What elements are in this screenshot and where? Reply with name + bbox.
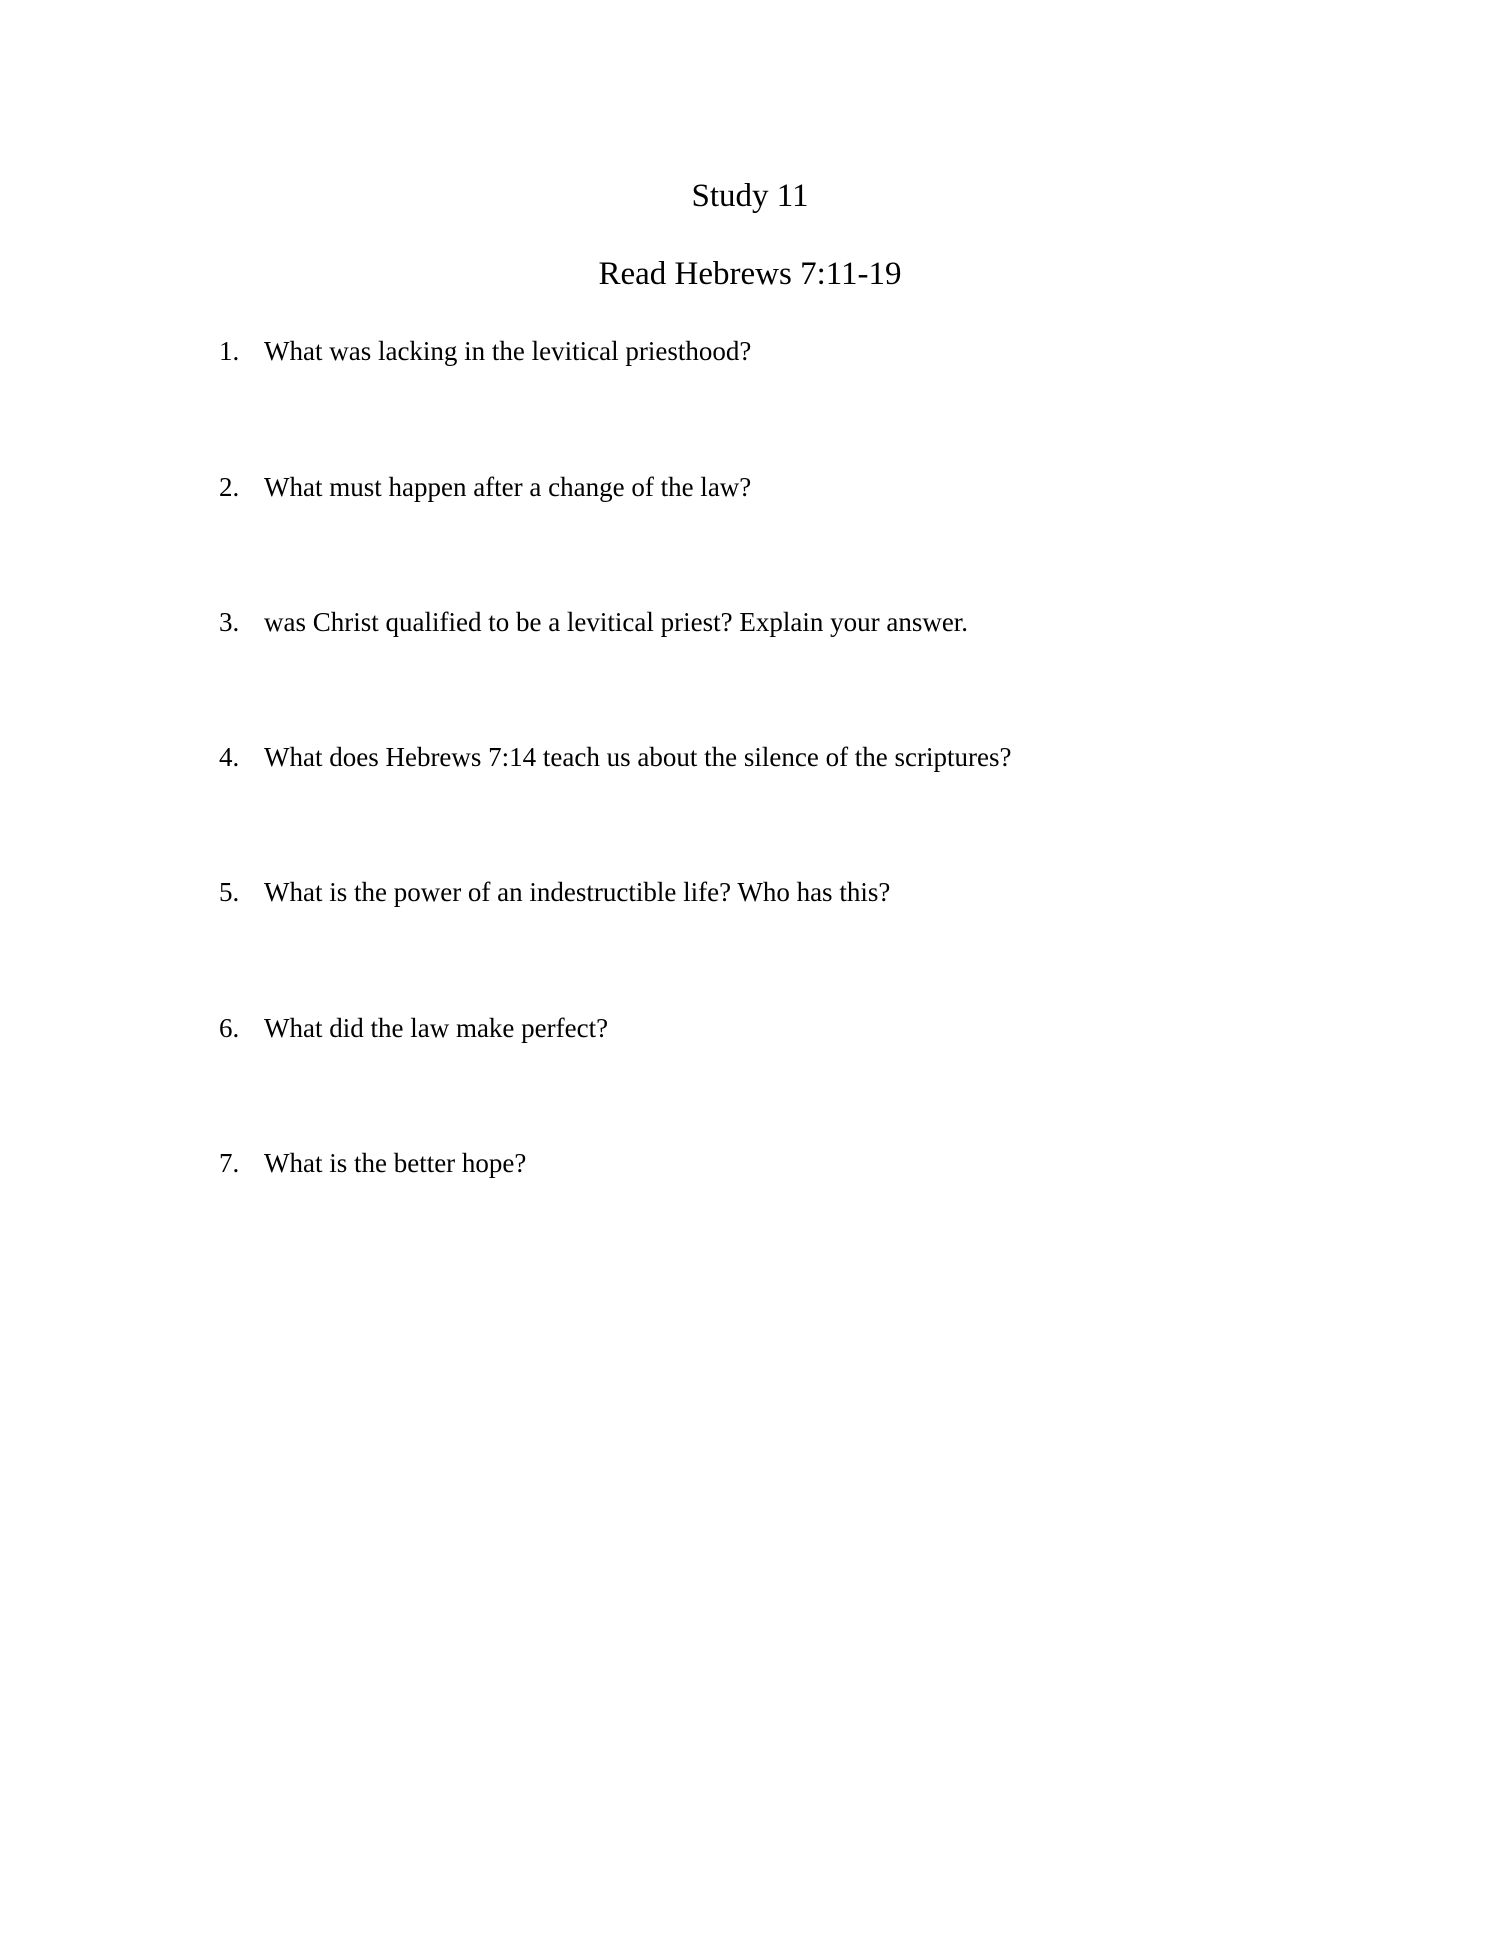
question-text: What does Hebrews 7:14 teach us about the silence of the scriptures? <box>264 742 1012 772</box>
question-number: 4. <box>219 742 240 772</box>
question-item <box>219 740 1012 774</box>
question-item <box>219 470 751 504</box>
question-item <box>219 1146 526 1180</box>
question-number: 3. <box>219 607 240 637</box>
question-text: What must happen after a change of the law? <box>264 472 752 502</box>
question-number: 6. <box>219 1013 240 1043</box>
question-number: 7. <box>219 1148 240 1178</box>
page-subtitle: Read Hebrews 7:11-19 <box>598 256 902 292</box>
question-number: 5. <box>219 877 240 907</box>
question-text: was Christ qualified to be a levitical priest? Explain your answer. <box>264 607 969 637</box>
question-number: 2. <box>219 472 240 502</box>
question-text: What was lacking in the levitical priesthood? <box>264 336 752 366</box>
question-text: What did the law make perfect? <box>264 1013 609 1043</box>
question-number: 1. <box>219 336 240 366</box>
question-item <box>219 605 968 639</box>
question-text: What is the power of an indestructible life? Who has this? <box>264 877 891 907</box>
question-text: What is the better hope? <box>264 1148 527 1178</box>
question-item <box>219 1011 608 1045</box>
page-title: Study 11 <box>691 178 809 214</box>
question-item <box>219 875 890 909</box>
question-item <box>219 334 751 368</box>
